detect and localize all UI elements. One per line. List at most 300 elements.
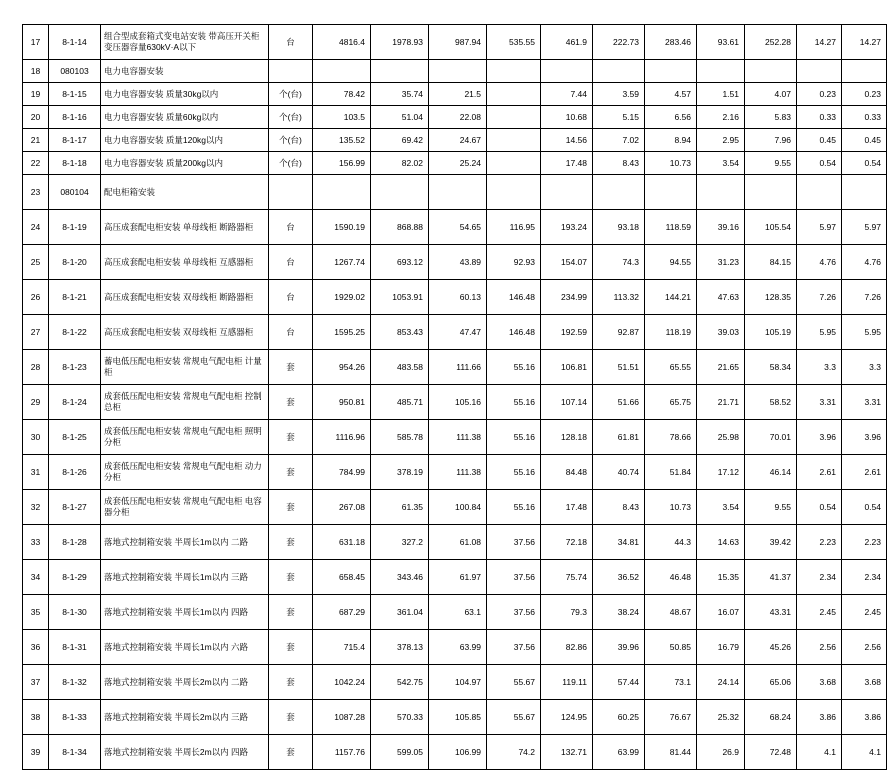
cell-value-4 <box>487 129 541 152</box>
cell-value-10: 4.1 <box>797 735 842 770</box>
cell-sequence-no: 35 <box>23 595 49 630</box>
table-row <box>23 245 887 280</box>
cell-unit: 套 <box>269 420 313 455</box>
cell-unit: 套 <box>269 525 313 560</box>
cell-value-5: 17.48 <box>541 152 593 175</box>
cell-value-7: 48.67 <box>645 595 697 630</box>
cell-value-5: 10.68 <box>541 106 593 129</box>
cell-value-1: 631.18 <box>313 525 371 560</box>
cell-value-2: 327.2 <box>371 525 429 560</box>
cell-item-name: 组合型成套箱式变电站安装 带高压开关柜 变压器容量630kV·A以下 <box>101 25 269 60</box>
cell-value-8: 47.63 <box>697 280 745 315</box>
cell-unit: 台 <box>269 25 313 60</box>
table-row <box>23 315 887 350</box>
cell-value-2: 868.88 <box>371 210 429 245</box>
cell-value-8: 2.95 <box>697 129 745 152</box>
cell-value-6 <box>593 60 645 83</box>
cell-value-4: 535.55 <box>487 25 541 60</box>
cell-value-6: 34.81 <box>593 525 645 560</box>
cell-value-3: 47.47 <box>429 315 487 350</box>
cell-value-6 <box>593 175 645 210</box>
cell-value-6: 93.18 <box>593 210 645 245</box>
cell-value-11: 0.23 <box>842 83 887 106</box>
cell-value-3: 61.97 <box>429 560 487 595</box>
cell-value-4: 55.67 <box>487 700 541 735</box>
cell-value-2: 585.78 <box>371 420 429 455</box>
cell-value-3: 63.99 <box>429 630 487 665</box>
quantity-table <box>22 24 887 770</box>
table-row <box>23 665 887 700</box>
cell-value-3: 21.5 <box>429 83 487 106</box>
cell-value-6: 92.87 <box>593 315 645 350</box>
cell-item-code: 8-1-27 <box>49 490 101 525</box>
cell-unit: 套 <box>269 735 313 770</box>
cell-value-5: 234.99 <box>541 280 593 315</box>
table-row <box>23 25 887 60</box>
cell-sequence-no: 34 <box>23 560 49 595</box>
cell-value-11: 0.54 <box>842 152 887 175</box>
cell-value-6: 74.3 <box>593 245 645 280</box>
cell-value-1: 135.52 <box>313 129 371 152</box>
cell-value-11: 2.56 <box>842 630 887 665</box>
cell-value-7: 78.66 <box>645 420 697 455</box>
cell-value-1: 1087.28 <box>313 700 371 735</box>
cell-item-code: 8-1-22 <box>49 315 101 350</box>
cell-value-7: 76.67 <box>645 700 697 735</box>
cell-value-9: 70.01 <box>745 420 797 455</box>
cell-item-code: 8-1-34 <box>49 735 101 770</box>
cell-value-3: 987.94 <box>429 25 487 60</box>
cell-value-8 <box>697 175 745 210</box>
table-row <box>23 152 887 175</box>
cell-value-4: 55.16 <box>487 455 541 490</box>
cell-value-6: 36.52 <box>593 560 645 595</box>
cell-value-4: 55.16 <box>487 350 541 385</box>
cell-value-3: 105.85 <box>429 700 487 735</box>
cell-item-code: 8-1-26 <box>49 455 101 490</box>
cell-value-2: 378.19 <box>371 455 429 490</box>
cell-value-7: 65.75 <box>645 385 697 420</box>
cell-value-2: 1053.91 <box>371 280 429 315</box>
cell-value-10: 5.97 <box>797 210 842 245</box>
cell-sequence-no: 38 <box>23 700 49 735</box>
cell-value-2: 343.46 <box>371 560 429 595</box>
cell-value-8: 14.63 <box>697 525 745 560</box>
cell-value-10: 2.34 <box>797 560 842 595</box>
cell-unit: 套 <box>269 665 313 700</box>
cell-value-1: 4816.4 <box>313 25 371 60</box>
cell-value-9: 46.14 <box>745 455 797 490</box>
cell-item-code: 8-1-20 <box>49 245 101 280</box>
cell-unit: 套 <box>269 455 313 490</box>
cell-value-1: 687.29 <box>313 595 371 630</box>
cell-value-7: 118.19 <box>645 315 697 350</box>
cell-value-8: 3.54 <box>697 490 745 525</box>
cell-value-11: 0.54 <box>842 490 887 525</box>
cell-item-name: 蓄电低压配电柜安装 常规电气配电柜 计量柜 <box>101 350 269 385</box>
cell-item-code: 8-1-18 <box>49 152 101 175</box>
cell-value-5: 79.3 <box>541 595 593 630</box>
table-row <box>23 210 887 245</box>
cell-value-8: 2.16 <box>697 106 745 129</box>
cell-item-name: 电力电容器安装 质量30kg以内 <box>101 83 269 106</box>
cell-sequence-no: 29 <box>23 385 49 420</box>
cell-value-9: 84.15 <box>745 245 797 280</box>
cell-item-code: 8-1-17 <box>49 129 101 152</box>
cell-value-9: 9.55 <box>745 152 797 175</box>
cell-value-4: 55.16 <box>487 385 541 420</box>
cell-item-code: 8-1-15 <box>49 83 101 106</box>
cell-item-code: 8-1-23 <box>49 350 101 385</box>
table-row <box>23 420 887 455</box>
cell-value-7: 144.21 <box>645 280 697 315</box>
cell-value-9: 45.26 <box>745 630 797 665</box>
cell-value-3: 63.1 <box>429 595 487 630</box>
cell-value-3: 22.08 <box>429 106 487 129</box>
cell-item-name: 落地式控制箱安装 半周长2m以内 二路 <box>101 665 269 700</box>
cell-value-11: 14.27 <box>842 25 887 60</box>
cell-value-8 <box>697 60 745 83</box>
cell-unit: 个(台) <box>269 129 313 152</box>
cell-unit <box>269 60 313 83</box>
cell-item-name: 高压成套配电柜安装 单母线柜 互感器柜 <box>101 245 269 280</box>
cell-value-8: 17.12 <box>697 455 745 490</box>
cell-value-10 <box>797 60 842 83</box>
cell-unit: 个(台) <box>269 106 313 129</box>
cell-value-9: 41.37 <box>745 560 797 595</box>
cell-sequence-no: 37 <box>23 665 49 700</box>
table-row <box>23 560 887 595</box>
cell-value-5: 132.71 <box>541 735 593 770</box>
cell-value-3: 111.38 <box>429 420 487 455</box>
cell-value-11: 3.86 <box>842 700 887 735</box>
cell-value-9 <box>745 60 797 83</box>
cell-sequence-no: 36 <box>23 630 49 665</box>
cell-value-5: 128.18 <box>541 420 593 455</box>
cell-item-name: 电力电容器安装 <box>101 60 269 83</box>
cell-value-2: 853.43 <box>371 315 429 350</box>
table-row <box>23 595 887 630</box>
cell-value-10: 4.76 <box>797 245 842 280</box>
cell-value-3: 100.84 <box>429 490 487 525</box>
cell-unit: 个(台) <box>269 83 313 106</box>
cell-item-code: 8-1-30 <box>49 595 101 630</box>
cell-value-8: 39.03 <box>697 315 745 350</box>
table-row <box>23 735 887 770</box>
cell-value-6: 8.43 <box>593 490 645 525</box>
cell-value-5 <box>541 175 593 210</box>
cell-value-1: 784.99 <box>313 455 371 490</box>
cell-value-5: 75.74 <box>541 560 593 595</box>
cell-value-11 <box>842 60 887 83</box>
cell-sequence-no: 17 <box>23 25 49 60</box>
cell-sequence-no: 27 <box>23 315 49 350</box>
cell-item-name: 落地式控制箱安装 半周长1m以内 六路 <box>101 630 269 665</box>
cell-value-1: 156.99 <box>313 152 371 175</box>
cell-value-9: 252.28 <box>745 25 797 60</box>
cell-value-9: 105.19 <box>745 315 797 350</box>
cell-value-2: 69.42 <box>371 129 429 152</box>
cell-value-9: 9.55 <box>745 490 797 525</box>
table-row <box>23 83 887 106</box>
cell-value-8: 39.16 <box>697 210 745 245</box>
cell-value-10: 2.45 <box>797 595 842 630</box>
cell-value-1: 1590.19 <box>313 210 371 245</box>
cell-value-6: 51.66 <box>593 385 645 420</box>
cell-value-9: 105.54 <box>745 210 797 245</box>
cell-value-7: 73.1 <box>645 665 697 700</box>
cell-value-2: 51.04 <box>371 106 429 129</box>
cell-value-10: 0.45 <box>797 129 842 152</box>
cell-value-9: 65.06 <box>745 665 797 700</box>
cell-value-6: 63.99 <box>593 735 645 770</box>
cell-value-4: 37.56 <box>487 630 541 665</box>
cell-unit <box>269 175 313 210</box>
cell-value-7 <box>645 60 697 83</box>
cell-value-6: 51.51 <box>593 350 645 385</box>
cell-value-7: 8.94 <box>645 129 697 152</box>
cell-value-8: 15.35 <box>697 560 745 595</box>
cell-value-3: 24.67 <box>429 129 487 152</box>
cell-value-4 <box>487 60 541 83</box>
cell-value-5: 119.11 <box>541 665 593 700</box>
cell-item-name: 成套低压配电柜安装 常规电气配电柜 电容器分柜 <box>101 490 269 525</box>
cell-item-code: 8-1-33 <box>49 700 101 735</box>
cell-value-1: 950.81 <box>313 385 371 420</box>
cell-value-10: 3.31 <box>797 385 842 420</box>
cell-value-4: 37.56 <box>487 525 541 560</box>
cell-value-2 <box>371 60 429 83</box>
table-row <box>23 630 887 665</box>
cell-value-10: 3.96 <box>797 420 842 455</box>
cell-item-name: 电力电容器安装 质量60kg以内 <box>101 106 269 129</box>
cell-value-11: 0.33 <box>842 106 887 129</box>
cell-unit: 台 <box>269 280 313 315</box>
cell-value-11: 5.95 <box>842 315 887 350</box>
cell-value-10: 7.26 <box>797 280 842 315</box>
cell-value-8: 3.54 <box>697 152 745 175</box>
cell-value-9 <box>745 175 797 210</box>
cell-sequence-no: 28 <box>23 350 49 385</box>
cell-value-5: 192.59 <box>541 315 593 350</box>
cell-value-1: 1595.25 <box>313 315 371 350</box>
cell-value-2: 378.13 <box>371 630 429 665</box>
cell-value-9: 72.48 <box>745 735 797 770</box>
cell-sequence-no: 23 <box>23 175 49 210</box>
cell-value-2: 61.35 <box>371 490 429 525</box>
cell-item-code: 8-1-31 <box>49 630 101 665</box>
cell-value-2: 542.75 <box>371 665 429 700</box>
cell-value-7 <box>645 175 697 210</box>
cell-value-10: 0.54 <box>797 152 842 175</box>
cell-unit: 台 <box>269 315 313 350</box>
cell-value-1 <box>313 60 371 83</box>
cell-value-5: 124.95 <box>541 700 593 735</box>
cell-value-10: 2.23 <box>797 525 842 560</box>
cell-value-1: 103.5 <box>313 106 371 129</box>
cell-unit: 套 <box>269 560 313 595</box>
cell-value-11: 2.23 <box>842 525 887 560</box>
cell-value-8: 24.14 <box>697 665 745 700</box>
cell-value-2: 1978.93 <box>371 25 429 60</box>
cell-sequence-no: 19 <box>23 83 49 106</box>
cell-value-3 <box>429 60 487 83</box>
cell-value-5: 84.48 <box>541 455 593 490</box>
cell-sequence-no: 31 <box>23 455 49 490</box>
cell-value-4 <box>487 175 541 210</box>
cell-item-code: 080104 <box>49 175 101 210</box>
cell-value-9: 58.52 <box>745 385 797 420</box>
cell-value-4 <box>487 152 541 175</box>
cell-value-4: 37.56 <box>487 560 541 595</box>
cell-item-name: 落地式控制箱安装 半周长2m以内 四路 <box>101 735 269 770</box>
cell-value-3: 106.99 <box>429 735 487 770</box>
cell-value-3: 43.89 <box>429 245 487 280</box>
cell-value-2: 35.74 <box>371 83 429 106</box>
cell-value-1: 78.42 <box>313 83 371 106</box>
cell-value-7: 44.3 <box>645 525 697 560</box>
cell-value-11: 2.34 <box>842 560 887 595</box>
cell-value-5: 72.18 <box>541 525 593 560</box>
cell-value-5: 461.9 <box>541 25 593 60</box>
cell-value-9: 68.24 <box>745 700 797 735</box>
cell-item-code: 8-1-24 <box>49 385 101 420</box>
cell-value-4 <box>487 83 541 106</box>
cell-item-code: 080103 <box>49 60 101 83</box>
cell-item-name: 成套低压配电柜安装 常规电气配电柜 照明分柜 <box>101 420 269 455</box>
cell-value-1: 954.26 <box>313 350 371 385</box>
cell-item-name: 落地式控制箱安装 半周长1m以内 四路 <box>101 595 269 630</box>
cell-value-7: 46.48 <box>645 560 697 595</box>
cell-value-9: 7.96 <box>745 129 797 152</box>
cell-value-9: 4.07 <box>745 83 797 106</box>
cell-value-8: 25.98 <box>697 420 745 455</box>
cell-value-9: 5.83 <box>745 106 797 129</box>
table-row <box>23 280 887 315</box>
cell-value-6: 8.43 <box>593 152 645 175</box>
cell-value-6: 57.44 <box>593 665 645 700</box>
table-row <box>23 106 887 129</box>
table-row <box>23 385 887 420</box>
cell-value-5: 193.24 <box>541 210 593 245</box>
cell-unit: 套 <box>269 385 313 420</box>
cell-value-6: 40.74 <box>593 455 645 490</box>
cell-value-3: 54.65 <box>429 210 487 245</box>
table-row <box>23 350 887 385</box>
cell-value-10: 3.86 <box>797 700 842 735</box>
cell-value-11: 4.1 <box>842 735 887 770</box>
cell-value-3: 25.24 <box>429 152 487 175</box>
cell-value-9: 128.35 <box>745 280 797 315</box>
cell-value-8: 93.61 <box>697 25 745 60</box>
cell-value-11: 0.45 <box>842 129 887 152</box>
cell-sequence-no: 20 <box>23 106 49 129</box>
cell-sequence-no: 39 <box>23 735 49 770</box>
cell-value-2: 485.71 <box>371 385 429 420</box>
cell-value-2: 361.04 <box>371 595 429 630</box>
cell-value-7: 6.56 <box>645 106 697 129</box>
table-row <box>23 525 887 560</box>
cell-value-3: 104.97 <box>429 665 487 700</box>
cell-value-6: 5.15 <box>593 106 645 129</box>
cell-value-10: 3.3 <box>797 350 842 385</box>
cell-value-11: 3.31 <box>842 385 887 420</box>
cell-value-11 <box>842 175 887 210</box>
cell-value-5: 7.44 <box>541 83 593 106</box>
cell-value-11: 7.26 <box>842 280 887 315</box>
cell-value-3 <box>429 175 487 210</box>
cell-value-11: 2.61 <box>842 455 887 490</box>
cell-value-1 <box>313 175 371 210</box>
cell-value-2: 599.05 <box>371 735 429 770</box>
cell-value-10: 5.95 <box>797 315 842 350</box>
cell-value-11: 3.96 <box>842 420 887 455</box>
table-row <box>23 455 887 490</box>
table-row <box>23 60 887 83</box>
cell-unit: 套 <box>269 350 313 385</box>
cell-value-7: 51.84 <box>645 455 697 490</box>
cell-sequence-no: 33 <box>23 525 49 560</box>
cell-sequence-no: 22 <box>23 152 49 175</box>
cell-item-name: 电力电容器安装 质量200kg以内 <box>101 152 269 175</box>
cell-value-1: 1116.96 <box>313 420 371 455</box>
cell-item-name: 高压成套配电柜安装 双母线柜 互感器柜 <box>101 315 269 350</box>
cell-item-code: 8-1-28 <box>49 525 101 560</box>
cell-value-8: 21.65 <box>697 350 745 385</box>
cell-sequence-no: 21 <box>23 129 49 152</box>
cell-value-2: 483.58 <box>371 350 429 385</box>
table-row <box>23 175 887 210</box>
cell-value-10: 0.23 <box>797 83 842 106</box>
table-row <box>23 129 887 152</box>
cell-sequence-no: 30 <box>23 420 49 455</box>
cell-value-8: 31.23 <box>697 245 745 280</box>
cell-value-7: 65.55 <box>645 350 697 385</box>
cell-value-1: 1042.24 <box>313 665 371 700</box>
cell-value-7: 283.46 <box>645 25 697 60</box>
cell-item-name: 高压成套配电柜安装 双母线柜 断路器柜 <box>101 280 269 315</box>
table-body <box>23 25 887 770</box>
cell-value-5: 14.56 <box>541 129 593 152</box>
cell-value-5 <box>541 60 593 83</box>
cell-unit: 套 <box>269 700 313 735</box>
cell-value-4: 92.93 <box>487 245 541 280</box>
cell-value-5: 82.86 <box>541 630 593 665</box>
cell-value-3: 60.13 <box>429 280 487 315</box>
cell-value-8: 16.79 <box>697 630 745 665</box>
cell-value-6: 3.59 <box>593 83 645 106</box>
cell-item-code: 8-1-14 <box>49 25 101 60</box>
cell-value-2 <box>371 175 429 210</box>
cell-sequence-no: 32 <box>23 490 49 525</box>
cell-value-4: 74.2 <box>487 735 541 770</box>
cell-value-10: 2.61 <box>797 455 842 490</box>
cell-sequence-no: 18 <box>23 60 49 83</box>
cell-value-3: 105.16 <box>429 385 487 420</box>
cell-value-8: 26.9 <box>697 735 745 770</box>
cell-unit: 个(台) <box>269 152 313 175</box>
cell-value-11: 3.3 <box>842 350 887 385</box>
cell-value-4: 146.48 <box>487 280 541 315</box>
cell-item-name: 落地式控制箱安装 半周长1m以内 二路 <box>101 525 269 560</box>
cell-value-5: 107.14 <box>541 385 593 420</box>
cell-value-6: 222.73 <box>593 25 645 60</box>
cell-item-code: 8-1-21 <box>49 280 101 315</box>
cell-item-code: 8-1-25 <box>49 420 101 455</box>
cell-value-6: 7.02 <box>593 129 645 152</box>
cell-value-7: 10.73 <box>645 152 697 175</box>
cell-value-7: 81.44 <box>645 735 697 770</box>
